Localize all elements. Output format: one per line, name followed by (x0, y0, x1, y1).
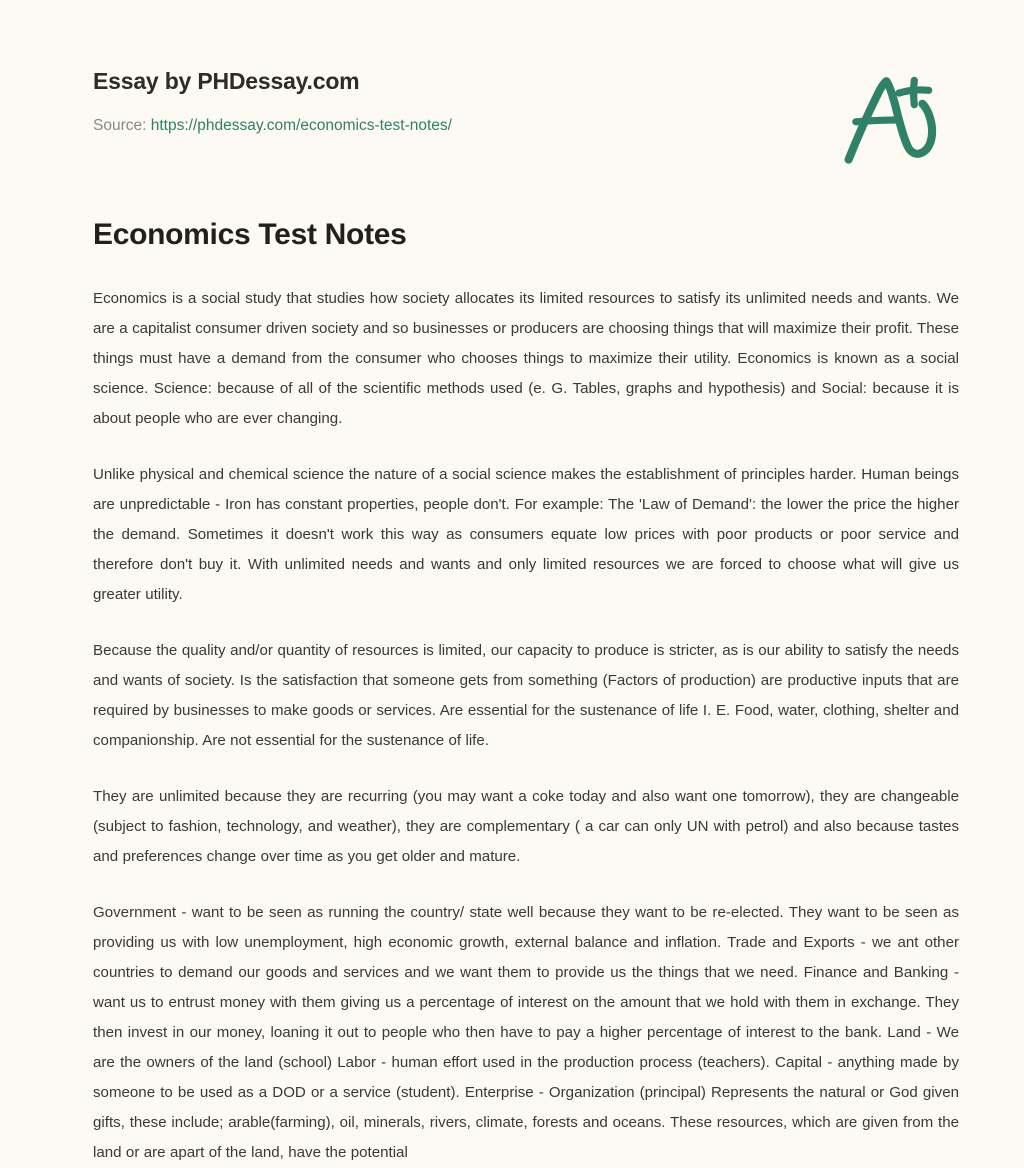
brand-title: Essay by PHDessay.com (93, 68, 360, 94)
article-body (93, 284, 959, 1168)
page-title: Economics Test Notes (93, 218, 407, 251)
article (93, 216, 959, 1168)
body-paragraph: Unlike physical and chemical science the nature of a social science makes the establishment of principles harder. Human beings are unpredictable - Iron has constant properties, people don't. For example: The 'Law of Demand': the lower the price the higher the demand. Sometimes it doesn't work this way as consumers equate low prices with poor products or poor service and therefore don't buy it. With unlimited needs and wants and only limited resources we are forced to choose what will give us greater utility. (93, 465, 959, 603)
a-plus-icon (836, 66, 944, 174)
phdessay-a-plus-logo (836, 66, 944, 174)
body-paragraph: Economics is a social study that studies how society allocates its limited resources to satisfy its unlimited needs and wants. We are a capitalist consumer driven society and so businesses or producers are choosing things that will maximize their profit. These things must have a demand from the consumer who chooses things to maximize their utility. Economics is known as a social science. Science: because of all of the scientific methods used (e. G. Tables, graphs and hypothesis) and Social: because it is about people who are ever changing. (93, 289, 959, 427)
source-label: Source: (93, 116, 147, 134)
body-paragraph: Government - want to be seen as running the country/ state well because they want to be re-elected. They want to be seen as providing us with low unemployment, high economic growth, external balance and inflation. Trade and Exports - we ant other countries to demand our goods and services and we want them to provide us the things that we need. Finance and Banking - want us to entrust money with them giving us a percentage of interest on the amount that we hold with them in exchange. They then invest in our money, loaning it out to people who then have to pay a higher percentage of interest to the bank. Land - We are the owners of the land (school) Labor - human effort used in the production process (teachers). Capital - anything made by someone to be used as a DOD or a service (student). Enterprise - Organization (principal) Represents the natural or God given gifts, these include; arable(farming), oil, minerals, rivers, climate, forests and oceans. These resources, which are given from the land or are apart of the land, have the potential (93, 903, 959, 1161)
body-paragraph: They are unlimited because they are recurring (you may want a coke today and also want one tomorrow), they are changeable (subject to fashion, technology, and weather), they are complementary ( a car can only UN with petrol) and also because tastes and preferences change over time as you get older and mature. (93, 787, 959, 865)
source-line (93, 116, 956, 136)
page-header (93, 68, 956, 188)
source-url-link[interactable]: https://phdessay.com/economics-test-notes/ (150, 116, 452, 134)
body-paragraph: Because the quality and/or quantity of resources is limited, our capacity to produce is stricter, as is our ability to satisfy the needs and wants of society. Is the satisfaction that someone gets from something (Factors of production) are productive inputs that are required by businesses to make goods or services. Are essential for the sustenance of life I. E. Food, water, clothing, shelter and companionship. Are not essential for the sustenance of life. (93, 641, 959, 749)
